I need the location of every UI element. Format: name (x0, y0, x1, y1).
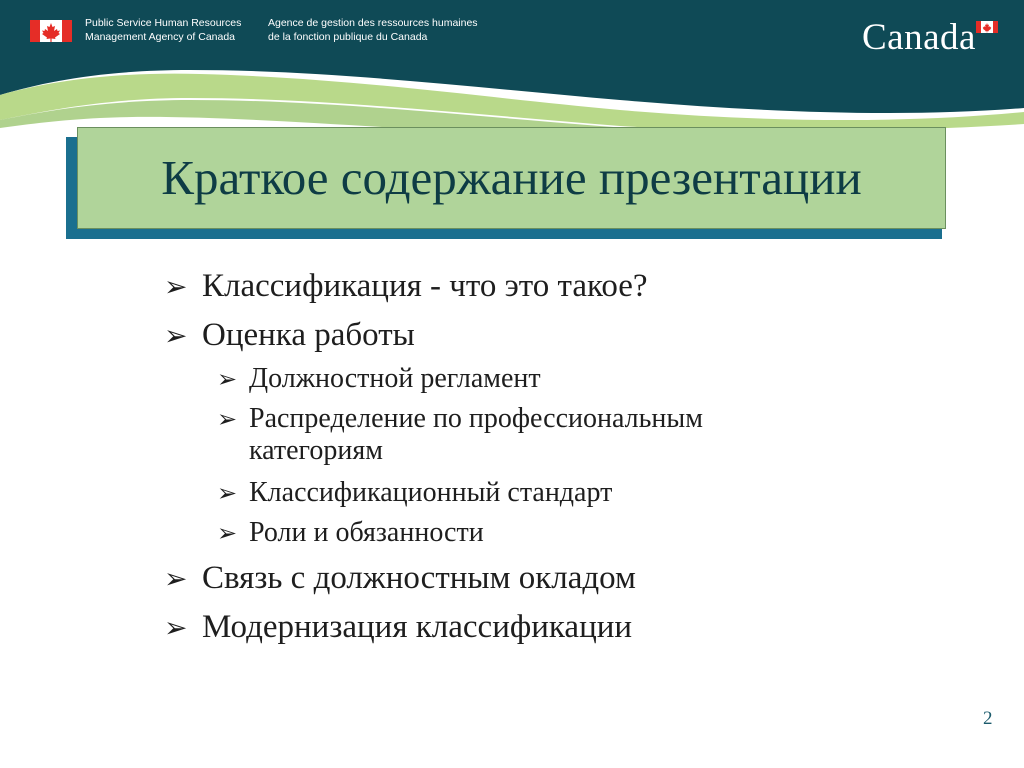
arrow-bullet-icon: ➢ (217, 481, 238, 507)
arrow-bullet-icon: ➢ (164, 272, 188, 303)
list-item (217, 477, 612, 510)
agency-name-french (268, 16, 478, 44)
title-box (77, 127, 946, 229)
list-item (217, 517, 484, 550)
list-item (217, 403, 703, 436)
agency-fr-line-2: de la fonction publique du Canada (268, 31, 428, 43)
list-item (217, 363, 541, 396)
list-item-text: Классификационный стандарт (249, 477, 613, 508)
page-number: 2 (983, 708, 993, 729)
canada-wordmark: Canada (862, 17, 976, 58)
agency-name-english (85, 16, 241, 44)
list-item-continuation: категориям (249, 435, 383, 466)
arrow-bullet-icon: ➢ (164, 564, 188, 595)
arrow-bullet-icon: ➢ (164, 321, 188, 352)
list-item-text: Оценка работы (202, 317, 415, 353)
list-item (164, 315, 415, 357)
list-item (164, 607, 632, 649)
arrow-bullet-icon: ➢ (217, 367, 238, 393)
list-item-text: Роли и обязанности (249, 517, 484, 548)
list-item-text: Модернизация классификации (202, 609, 633, 645)
list-item-text: Распределение по профессиональным (249, 403, 703, 434)
agency-en-line-2: Management Agency of Canada (85, 31, 236, 43)
list-item (164, 558, 636, 600)
arrow-bullet-icon: ➢ (217, 407, 238, 433)
slide-title: Краткое содержание презентации (161, 150, 862, 205)
agency-en-line-1: Public Service Human Resources (85, 17, 242, 29)
wordmark-flag-icon (976, 21, 998, 33)
arrow-bullet-icon: ➢ (217, 521, 238, 547)
list-item-text: Связь с должностным окладом (202, 560, 636, 596)
list-item-text: Классификация - что это такое? (202, 268, 648, 304)
agency-fr-line-1: Agence de gestion des ressources humaines (268, 17, 478, 29)
list-item-text: Должностной регламент (249, 363, 541, 394)
list-item (164, 266, 648, 308)
canada-flag-icon (30, 20, 72, 42)
arrow-bullet-icon: ➢ (164, 613, 188, 644)
